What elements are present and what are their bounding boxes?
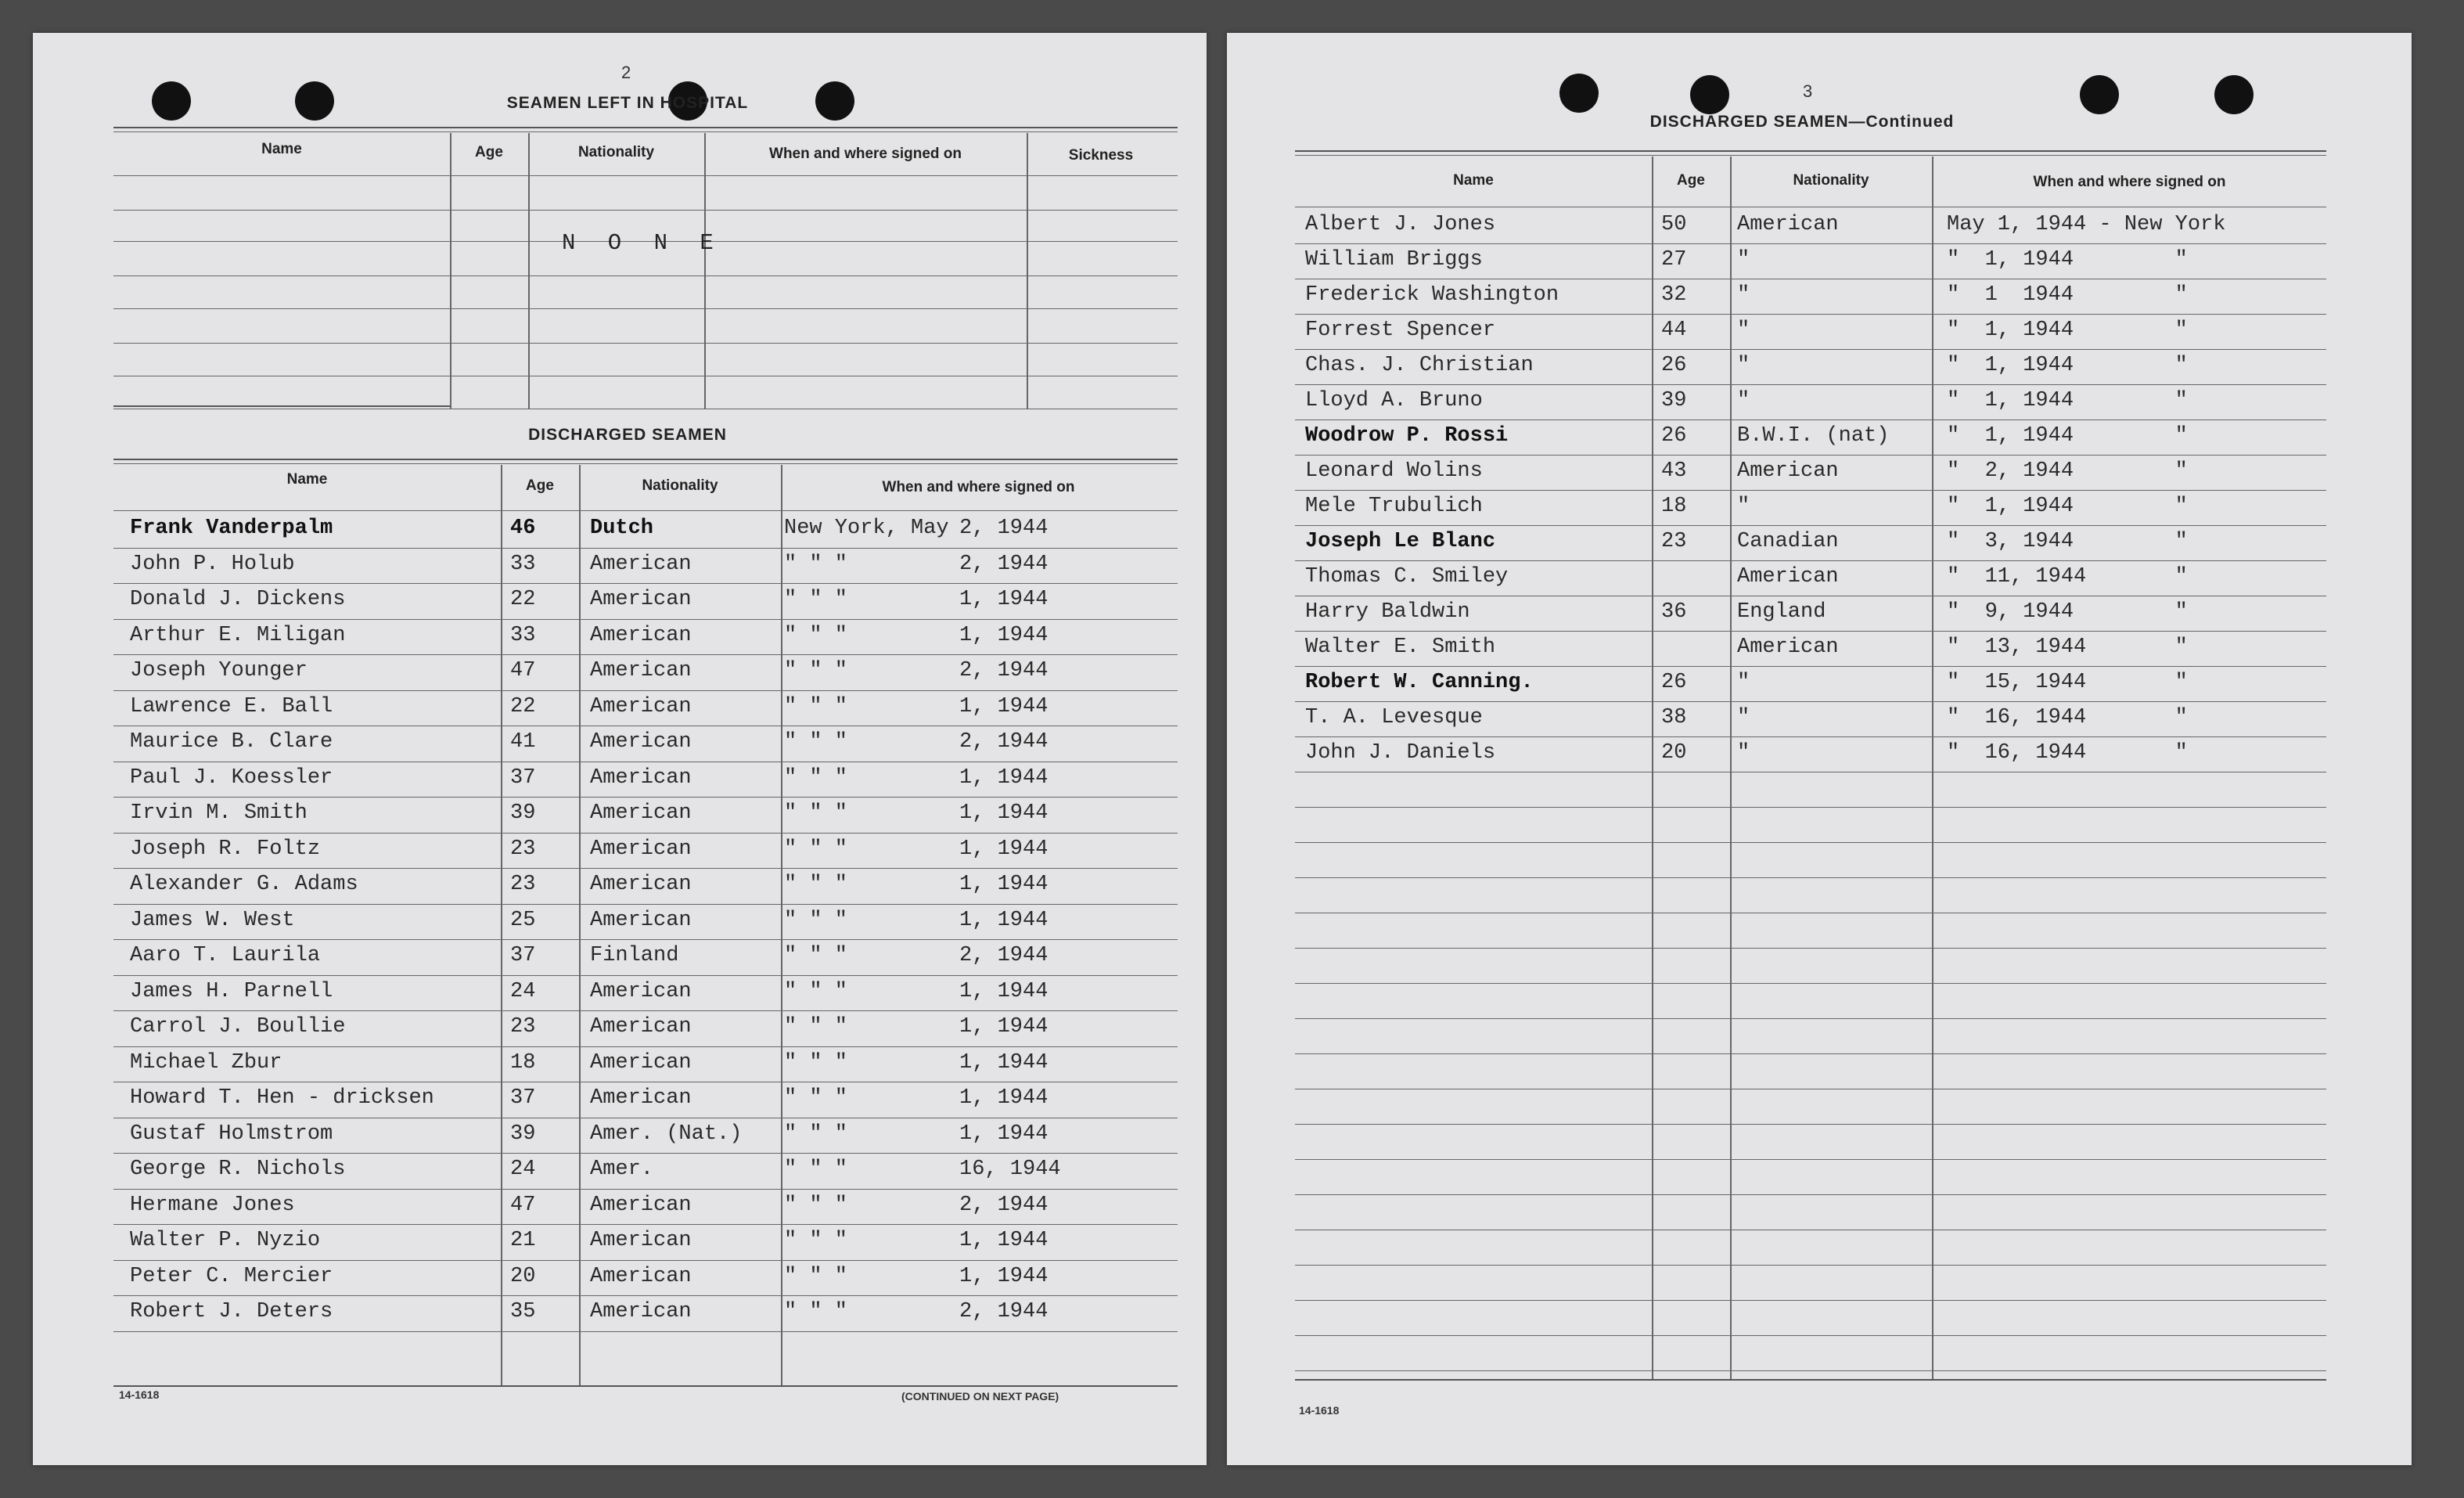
col-header-signed-on: When and where signed on xyxy=(2033,174,2226,190)
col-header-signed-on: When and where signed on xyxy=(769,146,962,162)
seaman-nationality: " xyxy=(1737,741,1750,765)
row-rule xyxy=(113,654,1178,655)
signed-on-date: 16, 1944 xyxy=(959,1158,1061,1181)
row-rule xyxy=(1295,701,2326,702)
seaman-nationality: American xyxy=(590,1300,692,1323)
seaman-name: Robert W. Canning. xyxy=(1305,671,1534,694)
signed-on-date: 1, 1944 xyxy=(959,1264,1049,1288)
seaman-nationality: American xyxy=(1737,565,1839,589)
row-rule xyxy=(1295,1335,2326,1336)
right-page xyxy=(1227,33,2412,1465)
seaman-nationality: American xyxy=(590,801,692,825)
signed-on-date: 2, 1944 xyxy=(959,517,1049,540)
row-rule xyxy=(113,1295,1178,1296)
seaman-nationality: American xyxy=(1737,636,1839,659)
signed-on-ditto: " " " xyxy=(784,873,848,896)
col-header-age: Age xyxy=(1677,172,1705,189)
signed-on-date: 2, 1944 xyxy=(959,1300,1049,1323)
seaman-name: James H. Parnell xyxy=(130,979,333,1003)
signed-on: " 9, 1944 " xyxy=(1947,600,2188,624)
row-rule xyxy=(1295,1053,2326,1054)
seaman-name: Chas. J. Christian xyxy=(1305,354,1534,377)
seaman-age: 21 xyxy=(510,1229,536,1252)
signed-on: " 3, 1944 " xyxy=(1947,530,2188,553)
signed-on-ditto: " " " xyxy=(784,588,848,611)
col-header-name: Name xyxy=(261,141,302,157)
signed-on-date: 1, 1944 xyxy=(959,765,1049,790)
seaman-age: 35 xyxy=(510,1300,536,1323)
hospital-section-title: SEAMEN LEFT IN HOSPITAL xyxy=(506,94,749,112)
signed-on-ditto: " " " xyxy=(784,801,848,825)
row-rule xyxy=(113,939,1178,940)
row-rule xyxy=(113,1331,1178,1332)
row-rule xyxy=(113,1010,1178,1011)
signed-on-ditto: " " " xyxy=(784,837,848,861)
seaman-nationality: B.W.I. (nat) xyxy=(1737,424,1890,448)
signed-on: " 15, 1944 " xyxy=(1947,671,2188,694)
signed-on-date: 1, 1944 xyxy=(959,873,1049,896)
punch-hole xyxy=(1559,74,1599,113)
seaman-age: 47 xyxy=(510,1193,536,1217)
signed-on: " 1 1944 " xyxy=(1947,283,2188,307)
seaman-age: 39 xyxy=(510,1122,536,1146)
seaman-name: Joseph Le Blanc xyxy=(1305,530,1496,553)
seaman-name: T. A. Levesque xyxy=(1305,706,1483,729)
punch-hole xyxy=(815,81,854,121)
row-rule xyxy=(1295,314,2326,315)
seaman-name: John P. Holub xyxy=(130,552,295,576)
seaman-nationality: American xyxy=(590,552,692,576)
seaman-age: 26 xyxy=(1661,671,1687,694)
punch-hole xyxy=(2214,75,2254,114)
signed-on-ditto: New York, May xyxy=(784,517,949,540)
seaman-age: 22 xyxy=(510,588,536,611)
seaman-nationality: Dutch xyxy=(590,517,654,540)
seaman-age: 44 xyxy=(1661,319,1687,342)
signed-on-date: 2, 1944 xyxy=(959,944,1049,967)
seaman-nationality: " xyxy=(1737,283,1750,307)
row-rule xyxy=(113,1153,1178,1154)
seaman-age: 24 xyxy=(510,979,536,1003)
signed-on: " 16, 1944 " xyxy=(1947,706,2188,729)
seaman-age: 23 xyxy=(510,837,536,861)
signed-on-ditto: " " " xyxy=(784,1229,848,1252)
signed-on-ditto: " " " xyxy=(784,623,848,647)
seaman-name: Walter E. Smith xyxy=(1305,636,1496,659)
signed-on: " 16, 1944 " xyxy=(1947,741,2188,765)
seaman-age: 38 xyxy=(1661,706,1687,729)
seaman-nationality: American xyxy=(590,837,692,861)
signed-on-ditto: " " " xyxy=(784,1050,848,1075)
seaman-age: 39 xyxy=(1661,389,1687,412)
signed-on-ditto: " " " xyxy=(784,908,848,932)
signed-on-ditto: " " " xyxy=(784,979,848,1003)
col-header-nationality: Nationality xyxy=(1793,172,1869,189)
seaman-nationality: American xyxy=(590,765,692,790)
seaman-age: 22 xyxy=(510,694,536,718)
signed-on-ditto: " " " xyxy=(784,1193,848,1217)
signed-on-ditto: " " " xyxy=(784,659,848,682)
seaman-age: 33 xyxy=(510,552,536,576)
signed-on: May 1, 1944 - New York xyxy=(1947,213,2226,236)
row-rule xyxy=(1295,948,2326,949)
seaman-age: 26 xyxy=(1661,424,1687,448)
seaman-name: Joseph Younger xyxy=(130,659,308,682)
seaman-age: 32 xyxy=(1661,283,1687,307)
row-rule xyxy=(1295,384,2326,385)
seaman-nationality: American xyxy=(1737,459,1839,483)
row-rule xyxy=(1295,736,2326,737)
none-entry: N O N E xyxy=(562,230,723,256)
row-rule xyxy=(1295,1300,2326,1301)
row-rule xyxy=(1295,807,2326,808)
seaman-nationality: American xyxy=(590,1050,692,1075)
row-rule xyxy=(1295,1370,2326,1371)
seaman-nationality: American xyxy=(590,1015,692,1039)
seaman-nationality: " xyxy=(1737,354,1750,377)
seaman-nationality: American xyxy=(590,730,692,754)
seaman-nationality: American xyxy=(590,694,692,718)
seaman-name: Frank Vanderpalm xyxy=(130,517,333,540)
seaman-nationality: American xyxy=(590,659,692,682)
col-header-age: Age xyxy=(526,477,554,494)
signed-on-date: 1, 1944 xyxy=(959,1122,1049,1146)
signed-on-ditto: " " " xyxy=(784,1122,848,1146)
signed-on-ditto: " " " xyxy=(784,1300,848,1323)
seaman-name: Hermane Jones xyxy=(130,1193,295,1217)
seaman-age: 26 xyxy=(1661,354,1687,377)
col-header-name: Name xyxy=(286,471,328,488)
seaman-name: Gustaf Holmstrom xyxy=(130,1122,333,1146)
seaman-name: Thomas C. Smiley xyxy=(1305,565,1509,589)
seaman-name: Michael Zbur xyxy=(130,1050,282,1075)
seaman-age: 43 xyxy=(1661,459,1687,483)
row-rule xyxy=(113,1046,1178,1047)
row-rule xyxy=(113,868,1178,869)
signed-on-date: 1, 1944 xyxy=(959,908,1049,932)
seaman-nationality: Amer. (Nat.) xyxy=(590,1122,743,1146)
seaman-nationality: American xyxy=(590,588,692,611)
seaman-age: 24 xyxy=(510,1158,536,1181)
signed-on: " 1, 1944 " xyxy=(1947,495,2188,518)
signed-on-date: 1, 1944 xyxy=(959,623,1049,647)
seaman-nationality: American xyxy=(590,908,692,932)
seaman-age: 20 xyxy=(1661,741,1687,765)
page-number: 2 xyxy=(621,63,631,82)
row-rule xyxy=(1295,1124,2326,1125)
signed-on-date: 2, 1944 xyxy=(959,552,1049,576)
row-rule xyxy=(1295,666,2326,667)
seaman-name: George R. Nichols xyxy=(130,1158,346,1181)
signed-on: " 13, 1944 " xyxy=(1947,636,2188,659)
signed-on-date: 2, 1944 xyxy=(959,1193,1049,1217)
seaman-name: Leonard Wolins xyxy=(1305,459,1483,483)
seaman-nationality: American xyxy=(590,979,692,1003)
seaman-name: Howard T. Hen - dricksen xyxy=(130,1086,434,1110)
seaman-nationality: " xyxy=(1737,389,1750,412)
seaman-name: Lloyd A. Bruno xyxy=(1305,389,1483,412)
signed-on-date: 2, 1944 xyxy=(959,659,1049,682)
punch-hole xyxy=(2080,75,2119,114)
seaman-name: Forrest Spencer xyxy=(1305,319,1496,342)
seaman-name: Arthur E. Miligan xyxy=(130,623,346,647)
seaman-age: 41 xyxy=(510,730,536,754)
seaman-nationality: Canadian xyxy=(1737,530,1839,553)
seaman-name: Paul J. Koessler xyxy=(130,765,333,790)
seaman-name: Maurice B. Clare xyxy=(130,730,333,754)
row-rule xyxy=(1295,560,2326,561)
seaman-name: Harry Baldwin xyxy=(1305,600,1470,624)
col-header-sickness: Sickness xyxy=(1068,147,1134,164)
signed-on: " 1, 1944 " xyxy=(1947,354,2188,377)
seaman-name: Walter P. Nyzio xyxy=(130,1229,321,1252)
signed-on-ditto: " " " xyxy=(784,1015,848,1039)
signed-on-date: 2, 1944 xyxy=(959,730,1049,754)
discharged-continued-title: DISCHARGED SEAMEN—Continued xyxy=(1649,113,1955,131)
seaman-nationality: England xyxy=(1737,600,1826,624)
seaman-age: 27 xyxy=(1661,248,1687,272)
row-rule xyxy=(1295,525,2326,526)
seaman-name: Carrol J. Boullie xyxy=(130,1015,346,1039)
seaman-nationality: American xyxy=(590,1229,692,1252)
seaman-name: Lawrence E. Ball xyxy=(130,694,333,718)
seaman-name: Frederick Washington xyxy=(1305,283,1559,307)
row-rule xyxy=(113,548,1178,549)
signed-on-date: 1, 1944 xyxy=(959,1086,1049,1110)
row-rule xyxy=(113,619,1178,620)
row-rule xyxy=(113,690,1178,691)
row-rule xyxy=(1295,983,2326,984)
row-rule xyxy=(113,1260,1178,1261)
row-rule xyxy=(113,904,1178,905)
signed-on: " 2, 1944 " xyxy=(1947,459,2188,483)
row-rule xyxy=(1295,1159,2326,1160)
row-rule xyxy=(1295,349,2326,350)
col-header-age: Age xyxy=(475,144,503,160)
seaman-age: 37 xyxy=(510,1086,536,1110)
seaman-nationality: Amer. xyxy=(590,1158,654,1181)
seaman-name: Robert J. Deters xyxy=(130,1300,333,1323)
signed-on-date: 1, 1944 xyxy=(959,1229,1049,1252)
form-number: 14-1618 xyxy=(119,1388,160,1401)
row-rule xyxy=(1295,455,2326,456)
signed-on-ditto: " " " xyxy=(784,765,848,790)
seaman-age: 18 xyxy=(1661,495,1687,518)
punch-hole xyxy=(1690,75,1729,114)
seaman-age: 18 xyxy=(510,1050,536,1075)
seaman-name: Joseph R. Foltz xyxy=(130,837,321,861)
seaman-age: 23 xyxy=(510,873,536,896)
signed-on-ditto: " " " xyxy=(784,694,848,718)
row-rule xyxy=(1295,1018,2326,1019)
row-rule xyxy=(1295,1194,2326,1195)
seaman-name: William Briggs xyxy=(1305,248,1483,272)
seaman-age: 33 xyxy=(510,623,536,647)
row-rule xyxy=(1295,877,2326,878)
seaman-name: Albert J. Jones xyxy=(1305,213,1496,236)
form-number: 14-1618 xyxy=(1299,1404,1340,1417)
seaman-age: 39 xyxy=(510,801,536,825)
seaman-name: John J. Daniels xyxy=(1305,741,1496,765)
continued-note: (CONTINUED ON NEXT PAGE) xyxy=(901,1390,1059,1403)
seaman-nationality: Finland xyxy=(590,944,679,967)
signed-on-date: 1, 1944 xyxy=(959,801,1049,825)
row-rule xyxy=(1295,842,2326,843)
signed-on-date: 1, 1944 xyxy=(959,1015,1049,1039)
row-rule xyxy=(113,833,1178,834)
signed-on: " 1, 1944 " xyxy=(1947,319,2188,342)
seaman-age: 25 xyxy=(510,908,536,932)
seaman-name: Peter C. Mercier xyxy=(130,1264,333,1288)
row-rule xyxy=(113,797,1178,798)
signed-on-date: 1, 1944 xyxy=(959,694,1049,718)
row-rule xyxy=(113,1224,1178,1225)
signed-on-ditto: " " " xyxy=(784,944,848,967)
seaman-nationality: " xyxy=(1737,495,1750,518)
signed-on: " 1, 1944 " xyxy=(1947,248,2188,272)
signed-on-date: 1, 1944 xyxy=(959,588,1049,611)
seaman-age: 37 xyxy=(510,944,536,967)
signed-on: " 11, 1944 " xyxy=(1947,565,2188,589)
row-rule xyxy=(113,1189,1178,1190)
seaman-age: 47 xyxy=(510,659,536,682)
signed-on: " 1, 1944 " xyxy=(1947,424,2188,448)
col-header-signed-on: When and where signed on xyxy=(882,479,1075,495)
col-header-nationality: Nationality xyxy=(642,477,718,494)
seaman-age: 20 xyxy=(510,1264,536,1288)
seaman-name: Aaro T. Laurila xyxy=(130,944,321,967)
seaman-name: James W. West xyxy=(130,908,295,932)
seaman-nationality: " xyxy=(1737,671,1750,694)
seaman-nationality: American xyxy=(590,873,692,896)
seaman-name: Woodrow P. Rossi xyxy=(1305,424,1509,448)
row-rule xyxy=(113,975,1178,976)
row-rule xyxy=(1295,490,2326,491)
seaman-nationality: " xyxy=(1737,319,1750,342)
seaman-age: 50 xyxy=(1661,213,1687,236)
seaman-age: 23 xyxy=(1661,530,1687,553)
seaman-nationality: American xyxy=(590,1086,692,1110)
seaman-nationality: " xyxy=(1737,706,1750,729)
row-rule xyxy=(1295,1265,2326,1266)
seaman-name: Mele Trubulich xyxy=(1305,495,1483,518)
seaman-age: 46 xyxy=(510,517,536,540)
discharged-section-title: DISCHARGED SEAMEN xyxy=(528,426,727,444)
punch-hole xyxy=(152,81,191,121)
signed-on: " 1, 1944 " xyxy=(1947,389,2188,412)
seaman-age: 36 xyxy=(1661,600,1687,624)
left-page xyxy=(33,33,1207,1465)
signed-on-ditto: " " " xyxy=(784,552,848,576)
signed-on-ditto: " " " xyxy=(784,1086,848,1110)
seaman-name: Alexander G. Adams xyxy=(130,873,358,896)
seaman-nationality: American xyxy=(590,623,692,647)
col-header-name: Name xyxy=(1453,172,1494,189)
signed-on-date: 1, 1944 xyxy=(959,979,1049,1003)
seaman-nationality: American xyxy=(1737,213,1839,236)
punch-hole xyxy=(295,81,334,121)
seaman-age: 23 xyxy=(510,1015,536,1039)
seaman-age: 37 xyxy=(510,765,536,790)
signed-on-date: 1, 1944 xyxy=(959,837,1049,861)
seaman-nationality: American xyxy=(590,1193,692,1217)
signed-on-ditto: " " " xyxy=(784,1264,848,1288)
seaman-nationality: American xyxy=(590,1264,692,1288)
col-header-nationality: Nationality xyxy=(577,144,655,160)
row-rule xyxy=(1295,243,2326,244)
row-rule xyxy=(1295,631,2326,632)
signed-on-ditto: " " " xyxy=(784,730,848,754)
page-number: 3 xyxy=(1803,81,1813,101)
row-rule xyxy=(113,583,1178,584)
seaman-name: Donald J. Dickens xyxy=(130,588,346,611)
seaman-name: Irvin M. Smith xyxy=(130,801,308,825)
seaman-nationality: " xyxy=(1737,248,1750,272)
signed-on-ditto: " " " xyxy=(784,1158,848,1181)
signed-on-date: 1, 1944 xyxy=(959,1050,1049,1075)
